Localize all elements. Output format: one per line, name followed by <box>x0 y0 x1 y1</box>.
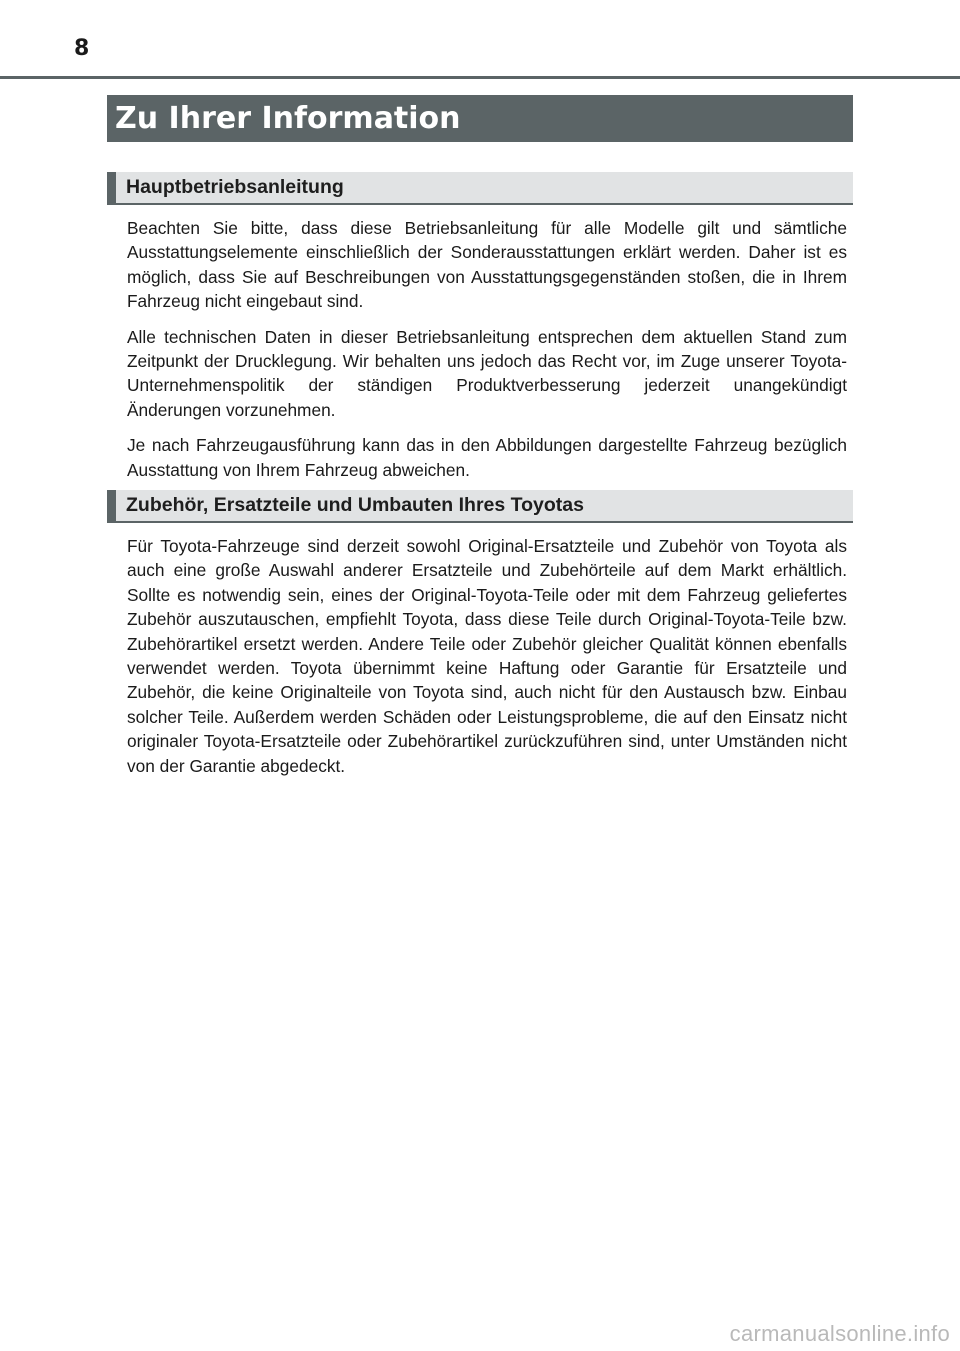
section-body <box>107 523 853 778</box>
chapter-title: Zu Ihrer Information <box>115 101 461 136</box>
section-header <box>107 172 853 205</box>
watermark: carmanualsonline.info <box>729 1321 950 1346</box>
section-accessories <box>107 490 853 789</box>
paragraph: Je nach Fahrzeugausführung kann das in den Abbildungen dargestellte Fahrzeug bezüglich Ausstattung von Ihrem Fahrzeug abweichen. <box>127 435 847 480</box>
paragraph: Für Toyota-Fahrzeuge sind derzeit sowohl Original-Ersatzteile und Zubehör von Toyota als auch eine große Auswahl anderer Ersatzteile und Zubehörteile auf dem Markt erhältlich. Sollte es notwendig sein, eines der Original-Toyota-Teile oder mit dem Fahrzeug geliefertes Zubehör auszutauschen, empfiehlt Toyota, dass diese Teile durch Original-Toyota-Teile bzw. Zubehörartikel ersetzt werden. Andere Teile oder Zubehör gleicher Qualität können ebenfalls verwendet werden. Toyota übernimmt keine Haftung oder Garantie für Ersatzteile und Zubehör, die keine Originalteile von Toyota sind, auch nicht für den Austausch bzw. Einbau solcher Teile. Außerdem werden Schäden oder Leistungsprobleme, die auf den Einsatz nicht originaler Toyota-Ersatzteile oder Zubehörartikel zurückzuführen sind, unter Umständen nicht von der Garantie abgedeckt. <box>127 536 847 776</box>
section-title: Hauptbetriebsanleitung <box>126 176 344 198</box>
chapter-banner <box>107 95 853 142</box>
section-header <box>107 490 853 523</box>
section-main-manual <box>107 172 853 493</box>
section-title: Zubehör, Ersatzteile und Umbauten Ihres Toyotas <box>126 494 584 516</box>
top-rule <box>0 76 960 79</box>
paragraph: Alle technischen Daten in dieser Betriebsanleitung entsprechen dem aktuellen Stand zum Zeitpunkt der Drucklegung. Wir behalten uns jedoch das Recht vor, im Zuge unserer Toyota-Unternehmenspolitik der ständigen Produktverbesserung jederzeit unangekündigt Änderungen vorzunehmen. <box>127 326 847 420</box>
page-number: 8 <box>74 36 90 61</box>
section-body <box>107 205 853 482</box>
paragraph: Beachten Sie bitte, dass diese Betriebsanleitung für alle Modelle gilt und sämtliche Ausstattungselemente einschließlich der Sonderausstattungen erklärt werden. Daher ist es möglich, dass Sie auf Beschreibungen von Ausstattungsgegenständen stoßen, die in Ihrem Fahrzeug nicht eingebaut sind. <box>127 218 847 312</box>
